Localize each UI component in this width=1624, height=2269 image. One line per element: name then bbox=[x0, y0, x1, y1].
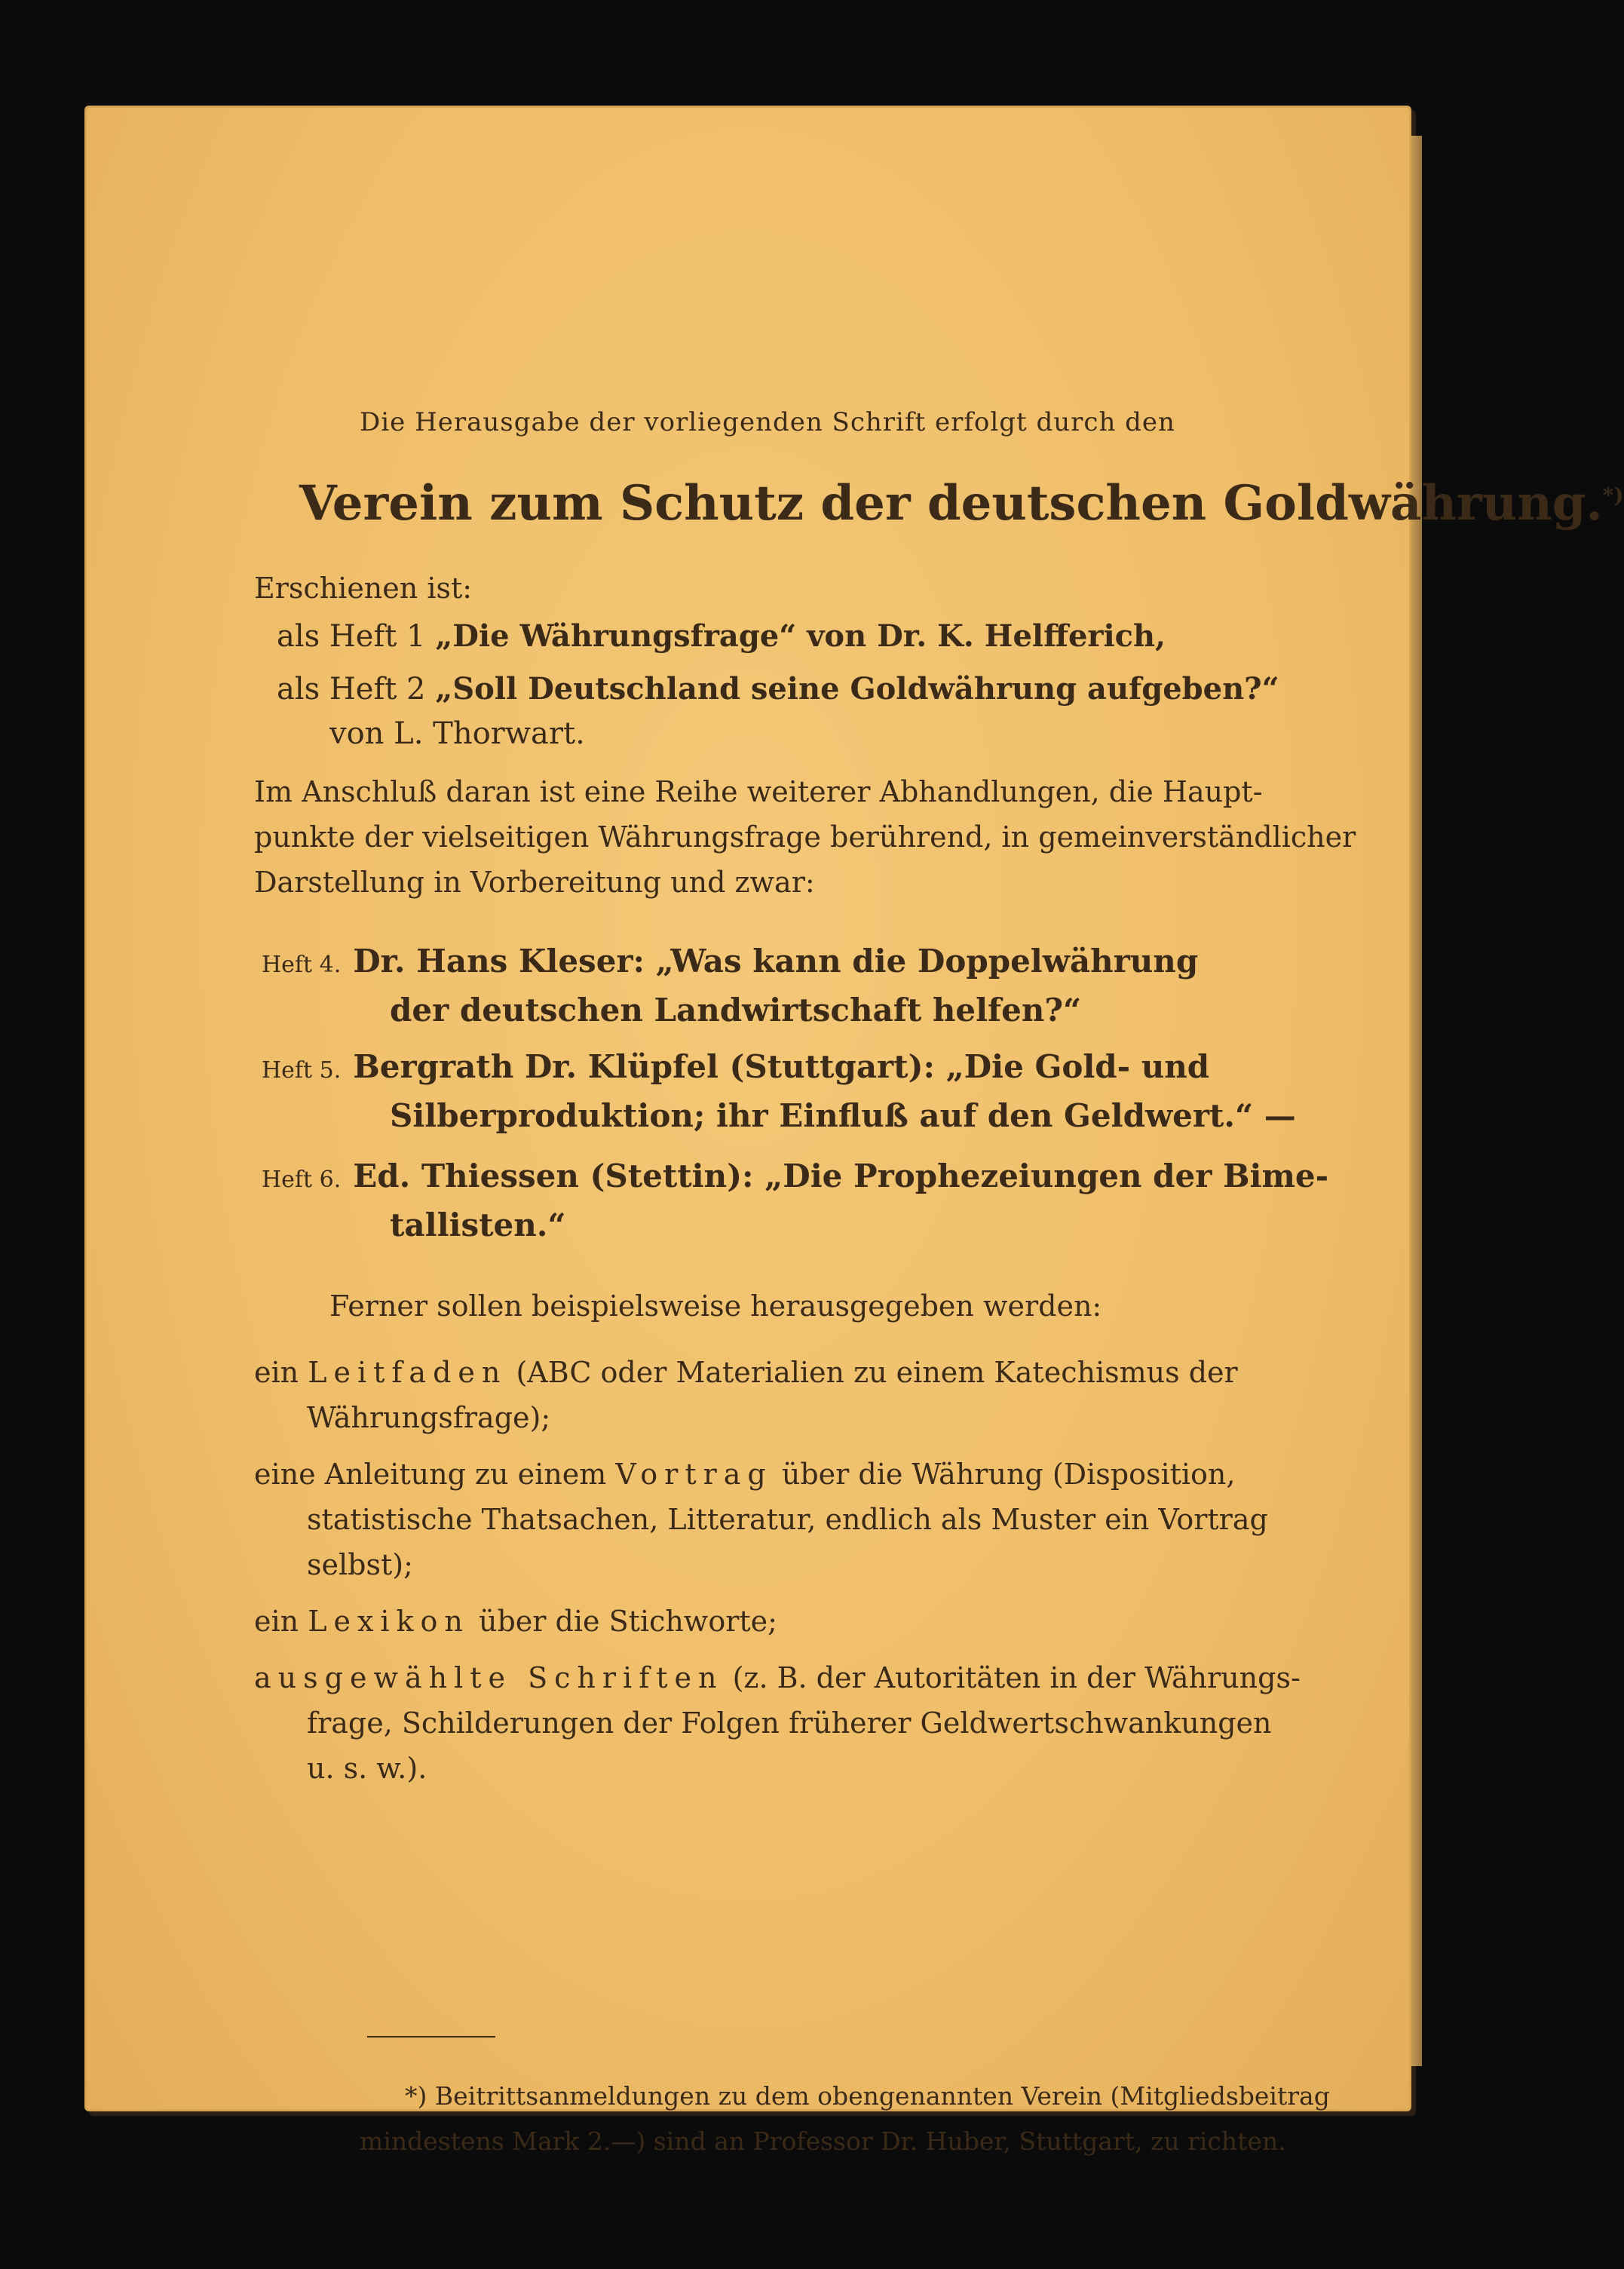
heft-line: tallisten.“ bbox=[390, 1207, 566, 1243]
paragraph-line: Darstellung in Vorbereitung und zwar: bbox=[254, 866, 815, 899]
heft-label: Heft 5. bbox=[262, 1057, 342, 1084]
item-continuation: frage, Schilderungen der Folgen früherer Geldwertschwankungen bbox=[307, 1706, 1272, 1740]
item-continuation: statistische Thatsachen, Litteratur, endlich als Muster ein Vortrag bbox=[307, 1503, 1268, 1536]
list-item bbox=[277, 618, 1166, 654]
item-continuation: von L. Thorwart. bbox=[329, 716, 585, 751]
heft-line: Bergrath Dr. Klüpfel (Stuttgart): „Die Gold- und bbox=[353, 1048, 1210, 1085]
item-rest: (ABC oder Materialien zu einem Katechismus der bbox=[516, 1356, 1238, 1389]
intro-line: Die Herausgabe der vorliegenden Schrift erfolgt durch den bbox=[360, 407, 1175, 437]
item-continuation: Währungsfrage); bbox=[307, 1401, 551, 1434]
item-keyword: Lexikon bbox=[308, 1605, 470, 1638]
heft-line: Dr. Hans Kleser: „Was kann die Doppelwährung bbox=[353, 943, 1199, 980]
footnote-line: mindestens Mark 2.—) sind an Professor Dr. Huber, Stuttgart, zu richten. bbox=[360, 2126, 1286, 2156]
title-text: Verein zum Schutz der deutschen Goldwährung. bbox=[299, 475, 1603, 532]
further-heading: Ferner sollen beispielsweise herausgegeben werden: bbox=[329, 1289, 1102, 1323]
item-lead: ein bbox=[254, 1356, 299, 1389]
item-lead: eine Anleitung zu einem bbox=[254, 1458, 607, 1491]
list-item bbox=[277, 671, 1279, 707]
item-prefix: als Heft 2 bbox=[277, 672, 426, 707]
further-item bbox=[254, 1350, 1238, 1395]
item-rest: über die Stichworte; bbox=[479, 1605, 777, 1638]
footnote-line: *) Beitrittsanmeldungen zu dem obengenannten Verein (Mitgliedsbeitrag bbox=[405, 2081, 1330, 2111]
item-text: „Die Währungsfrage“ von Dr. K. Helfferich, bbox=[435, 618, 1166, 654]
heft-line: Silberproduktion; ihr Einfluß auf den Geldwert.“ — bbox=[390, 1097, 1296, 1134]
item-rest: (z. B. der Autoritäten in der Währungs- bbox=[732, 1661, 1301, 1694]
page-title bbox=[299, 475, 1624, 532]
heft-label: Heft 6. bbox=[262, 1167, 342, 1193]
item-keyword: Vortrag bbox=[615, 1458, 773, 1491]
heft-line: der deutschen Landwirtschaft helfen?“ bbox=[390, 992, 1082, 1029]
item-text: „Soll Deutschland seine Goldwährung aufgeben?“ bbox=[435, 671, 1279, 707]
heft-label: Heft 4. bbox=[262, 952, 342, 978]
heft-entry bbox=[262, 1048, 1209, 1085]
paragraph-line: Im Anschluß daran ist eine Reihe weiterer Abhandlungen, die Haupt- bbox=[254, 775, 1263, 808]
item-lead: ein bbox=[254, 1605, 299, 1638]
heft-line: Ed. Thiessen (Stettin): „Die Prophezeiungen der Bime- bbox=[353, 1157, 1329, 1194]
further-item bbox=[254, 1452, 1235, 1497]
heft-entry bbox=[262, 1157, 1328, 1194]
published-heading: Erschienen ist: bbox=[254, 572, 473, 605]
page-edge bbox=[1411, 136, 1422, 2066]
footnote-divider bbox=[367, 2036, 495, 2038]
item-prefix: als Heft 1 bbox=[277, 619, 426, 654]
further-item bbox=[254, 1599, 777, 1644]
item-rest: über die Währung (Disposition, bbox=[781, 1458, 1236, 1491]
item-continuation: u. s. w.). bbox=[307, 1752, 427, 1785]
further-item bbox=[254, 1655, 1301, 1700]
heft-entry bbox=[262, 943, 1198, 980]
item-keyword: Leitfaden bbox=[308, 1356, 507, 1389]
title-footnote-mark: *) bbox=[1602, 483, 1624, 508]
paragraph-line: punkte der vielseitigen Währungsfrage berührend, in gemeinverständlicher bbox=[254, 820, 1356, 854]
item-continuation: selbst); bbox=[307, 1548, 413, 1581]
item-keyword: ausgewählte Schriften bbox=[254, 1661, 724, 1694]
document-page bbox=[84, 106, 1624, 2156]
